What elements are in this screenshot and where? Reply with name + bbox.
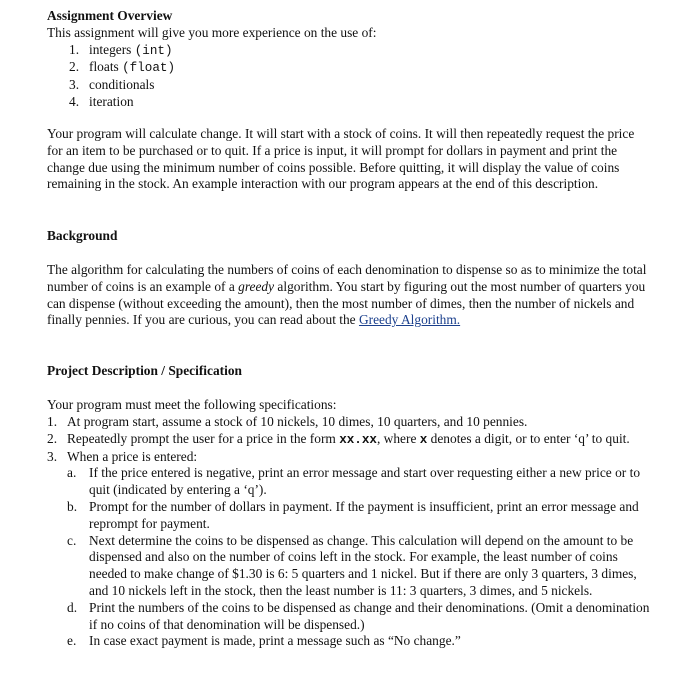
list-item — [69, 94, 652, 111]
sublist-letter: b. — [67, 498, 78, 514]
overview-section — [47, 8, 652, 111]
sublist-text: In case exact payment is made, print a message such as “No change.” — [89, 633, 461, 649]
spec-heading: Project Description / Specification — [47, 363, 242, 378]
sublist-item — [67, 499, 652, 533]
list-item — [47, 449, 652, 466]
list-number: 1. — [69, 41, 80, 57]
item2-text-2: , where — [376, 430, 420, 446]
list-code: (int) — [134, 43, 173, 58]
overview-heading: Assignment Overview — [47, 8, 173, 23]
list-number: 3. — [47, 448, 58, 464]
list-text — [67, 431, 630, 449]
sublist-letter: c. — [67, 532, 77, 548]
list-text: iteration — [89, 93, 134, 109]
spec-sublist — [67, 465, 652, 650]
sublist-item — [67, 633, 652, 650]
item2-code-2: x — [419, 432, 428, 447]
list-item — [69, 59, 652, 77]
list-text: When a price is entered: — [67, 448, 198, 464]
list-number: 1. — [47, 414, 58, 429]
list-code: (float) — [122, 61, 176, 76]
greedy-algorithm-link[interactable]: Greedy Algorithm. — [358, 312, 461, 328]
sublist-text: Print the numbers of the coins to be dispensed as change and their denominations. (Omit a denomination if no coins of that denomination will be dispensed.) — [89, 599, 650, 632]
list-item — [47, 414, 652, 431]
sublist-item — [67, 465, 652, 499]
sublist-text: If the price entered is negative, print an error message and start over requesting either a new price or to quit (indicated by entering a ‘q’). — [89, 465, 641, 498]
overview-list — [69, 42, 652, 111]
sublist-letter: d. — [67, 599, 78, 615]
background-paragraph — [47, 262, 652, 329]
list-number: 3. — [69, 77, 80, 93]
spec-intro: Your program must meet the following specifications: — [47, 397, 337, 412]
list-item — [69, 42, 652, 60]
overview-intro: This assignment will give you more experience on the use of: — [47, 24, 377, 40]
list-text: At program start, assume a stock of 10 nickels, 10 dimes, 10 quarters, and 10 pennies. — [67, 414, 528, 429]
item2-code-1: xx.xx — [339, 432, 377, 447]
sublist-text: Prompt for the number of dollars in payment. If the payment is insufficient, print an error message and reprompt for payment. — [89, 498, 639, 531]
background-text-2: algorithm. You start by figuring out the most number of quarters you can dispense (without exceeding the amount), then the most number of dimes, then the number of nickels and finally pennies. If you are curious, you can read about the — [47, 278, 646, 328]
list-item — [47, 431, 652, 449]
background-emphasis: greedy — [238, 278, 275, 294]
item2-text-3: denotes a digit, or to enter ‘q’ to quit. — [427, 430, 630, 446]
list-text: integers — [89, 41, 135, 57]
sublist-item — [67, 600, 652, 634]
overview-paragraph: Your program will calculate change. It will start with a stock of coins. It will then repeatedly request the price for an item to be purchased or to quit. If a price is input, it will prompt for dollars in payment and print the change due using the minimum number of coins possible. Before quitting, it will display the value of coins remaining in the stock. An example interaction with our program appears at the end of this description. — [47, 126, 635, 192]
item2-text-1: Repeatedly prompt the user for a price in the form — [67, 430, 340, 446]
spec-list — [47, 414, 652, 650]
sublist-item — [67, 533, 652, 600]
list-number: 4. — [69, 93, 80, 109]
list-number: 2. — [47, 430, 58, 446]
list-text: floats — [89, 59, 123, 75]
list-item — [69, 77, 652, 94]
background-heading: Background — [47, 228, 118, 243]
list-number: 2. — [69, 59, 80, 75]
sublist-text: Next determine the coins to be dispensed as change. This calculation will depend on the amount to be dispensed and also on the number of coins left in the stock. For example, the least number of coins needed to make change of $1.30 is 6: 5 quarters and 1 nickel. But if there are only 3 quarters, 3 dimes, and 10 nickels left in the stock, then the least number is 11: 3 quarters, 3 dimes, and 5 nickels. — [89, 532, 637, 598]
list-text: conditionals — [89, 77, 155, 93]
background-text-1: The algorithm for calculating the numbers of coins of each denomination to dispense so as to minimize the total number of coins is an example of a — [47, 262, 647, 294]
sublist-letter: a. — [67, 465, 77, 481]
sublist-letter: e. — [67, 633, 77, 649]
